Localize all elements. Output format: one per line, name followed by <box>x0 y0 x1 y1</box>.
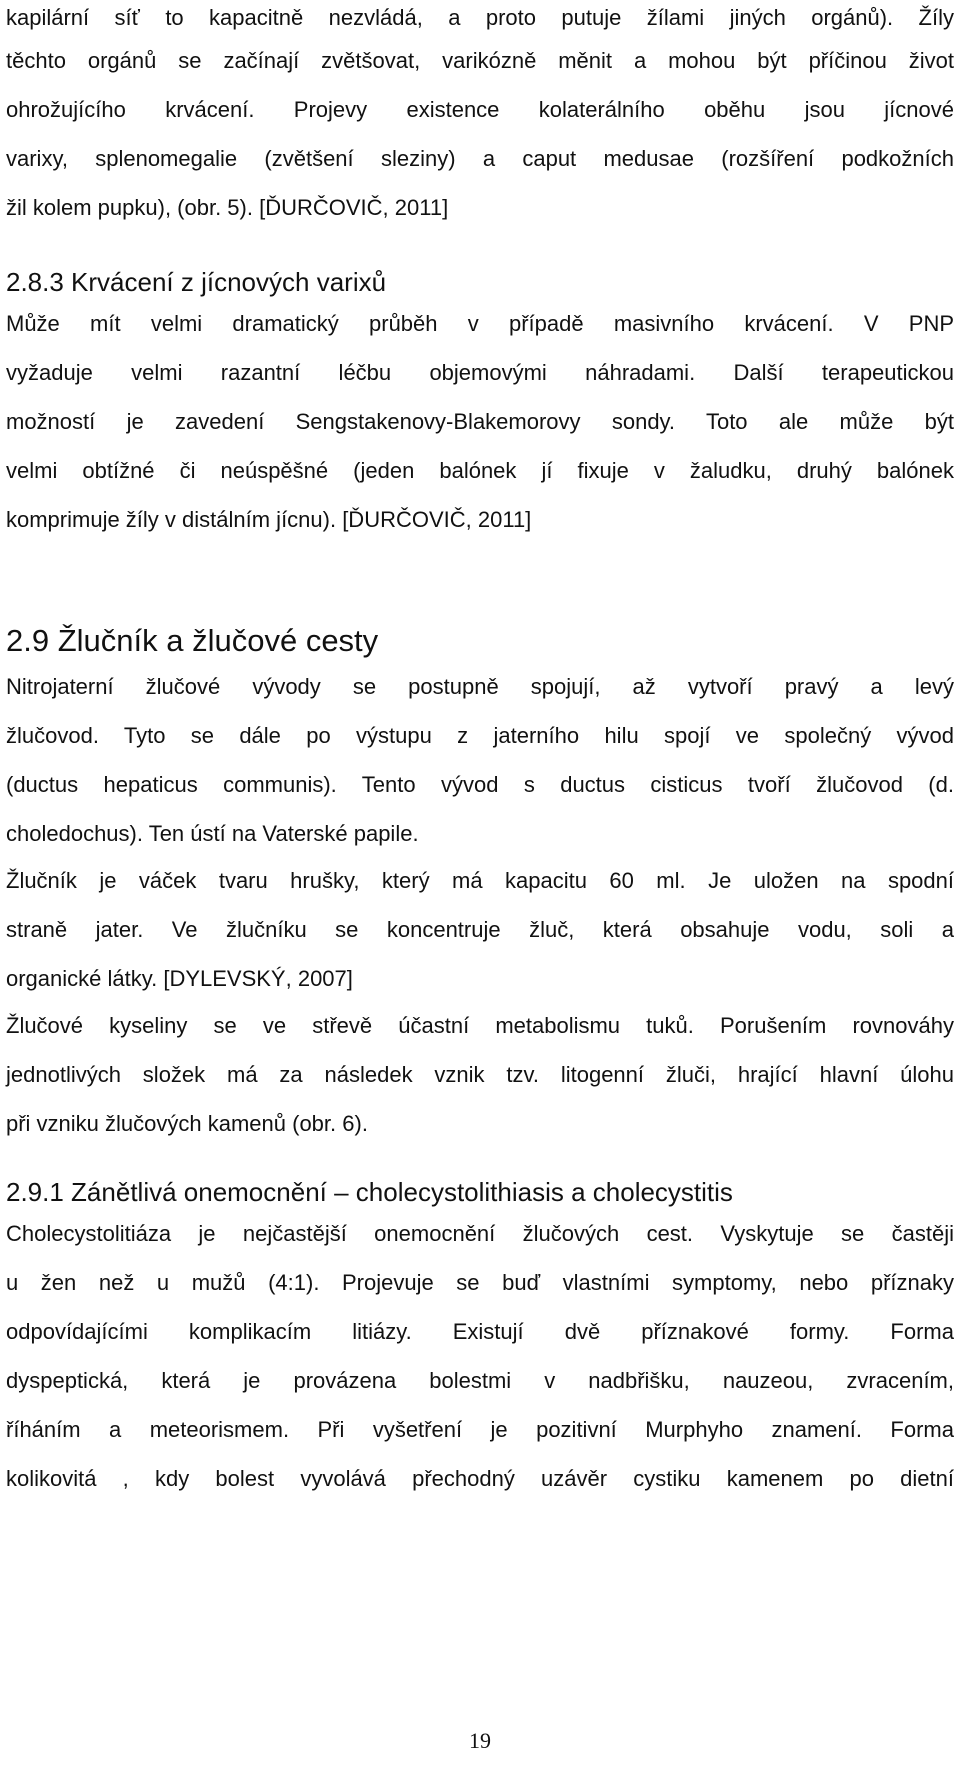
heading-2-9-1: 2.9.1 Zánětlivá onemocnění – cholecystolithiasis a cholecystitis <box>6 1177 733 1207</box>
s291-line-5: říháním a meteorismem. Při vyšetření je pozitivní Murphyho znamení. Forma <box>6 1417 954 1442</box>
s291-line-6: kolikovitá , kdy bolest vyvolává přechodný uzávěr cystiku kamenem po dietní <box>6 1466 954 1491</box>
s29-line-9: jednotlivých složek má za následek vznik tzv. litogenní žluči, hrající hlavní úlohu <box>6 1062 954 1087</box>
s29-line-6: straně jater. Ve žlučníku se koncentruje žluč, která obsahuje vodu, soli a <box>6 917 954 942</box>
s29-line-4: choledochus). Ten ústí na Vaterské papile. <box>6 821 419 846</box>
s29-line-2: žlučovod. Tyto se dále po výstupu z jaterního hilu spojí ve společný vývod <box>6 723 954 748</box>
intro-line-3: ohrožujícího krvácení. Projevy existence kolaterálního oběhu jsou jícnové <box>6 97 954 122</box>
s291-line-3: odpovídajícími komplikacím litiázy. Existují dvě příznakové formy. Forma <box>6 1319 954 1344</box>
page-number: 19 <box>469 1728 491 1753</box>
intro-line-2: těchto orgánů se začínají zvětšovat, varikózně měnit a mohou být příčinou život <box>6 48 954 73</box>
s29-line-10: při vzniku žlučových kamenů (obr. 6). <box>6 1111 368 1136</box>
s291-line-1: Cholecystolitiáza je nejčastější onemocnění žlučových cest. Vyskytuje se častěji <box>6 1221 954 1246</box>
s283-line-3: možností je zavedení Sengstakenovy-Blakemorovy sondy. Toto ale může být <box>6 409 954 434</box>
s29-line-1: Nitrojaterní žlučové vývody se postupně spojují, až vytvoří pravý a levý <box>6 674 954 699</box>
intro-line-5: žil kolem pupku), (obr. 5). [ĎURČOVIČ, 2011] <box>6 195 449 220</box>
s29-line-7: organické látky. [DYLEVSKÝ, 2007] <box>6 966 353 991</box>
s29-line-5: Žlučník je váček tvaru hrušky, který má kapacitu 60 ml. Je uložen na spodní <box>6 868 954 893</box>
intro-line-4: varixy, splenomegalie (zvětšení sleziny) a caput medusae (rozšíření podkožních <box>6 146 954 171</box>
heading-2-9: 2.9 Žlučník a žlučové cesty <box>6 623 379 658</box>
s291-line-2: u žen než u mužů (4:1). Projevuje se buď vlastními symptomy, nebo příznaky <box>6 1270 954 1295</box>
s283-line-5: komprimuje žíly v distálním jícnu). [ĎURČOVIČ, 2011] <box>6 507 532 532</box>
s283-line-1: Může mít velmi dramatický průběh v případě masivního krvácení. V PNP <box>6 311 954 336</box>
s29-line-8: Žlučové kyseliny se ve střevě účastní metabolismu tuků. Porušením rovnováhy <box>6 1013 954 1038</box>
s291-line-4: dyspeptická, která je provázena bolestmi v nadbřišku, nauzeou, zvracením, <box>6 1368 954 1393</box>
intro-line-1: kapilární síť to kapacitně nezvládá, a proto putuje žílami jiných orgánů). Žíly <box>6 5 954 30</box>
heading-2-8-3: 2.8.3 Krvácení z jícnových varixů <box>6 267 387 297</box>
s283-line-4: velmi obtížné či neúspěšné (jeden balónek jí fixuje v žaludku, druhý balónek <box>6 458 954 483</box>
s29-line-3: (ductus hepaticus communis). Tento vývod s ductus cisticus tvoří žlučovod (d. <box>6 772 954 797</box>
s283-line-2: vyžaduje velmi razantní léčbu objemovými náhradami. Další terapeutickou <box>6 360 954 385</box>
